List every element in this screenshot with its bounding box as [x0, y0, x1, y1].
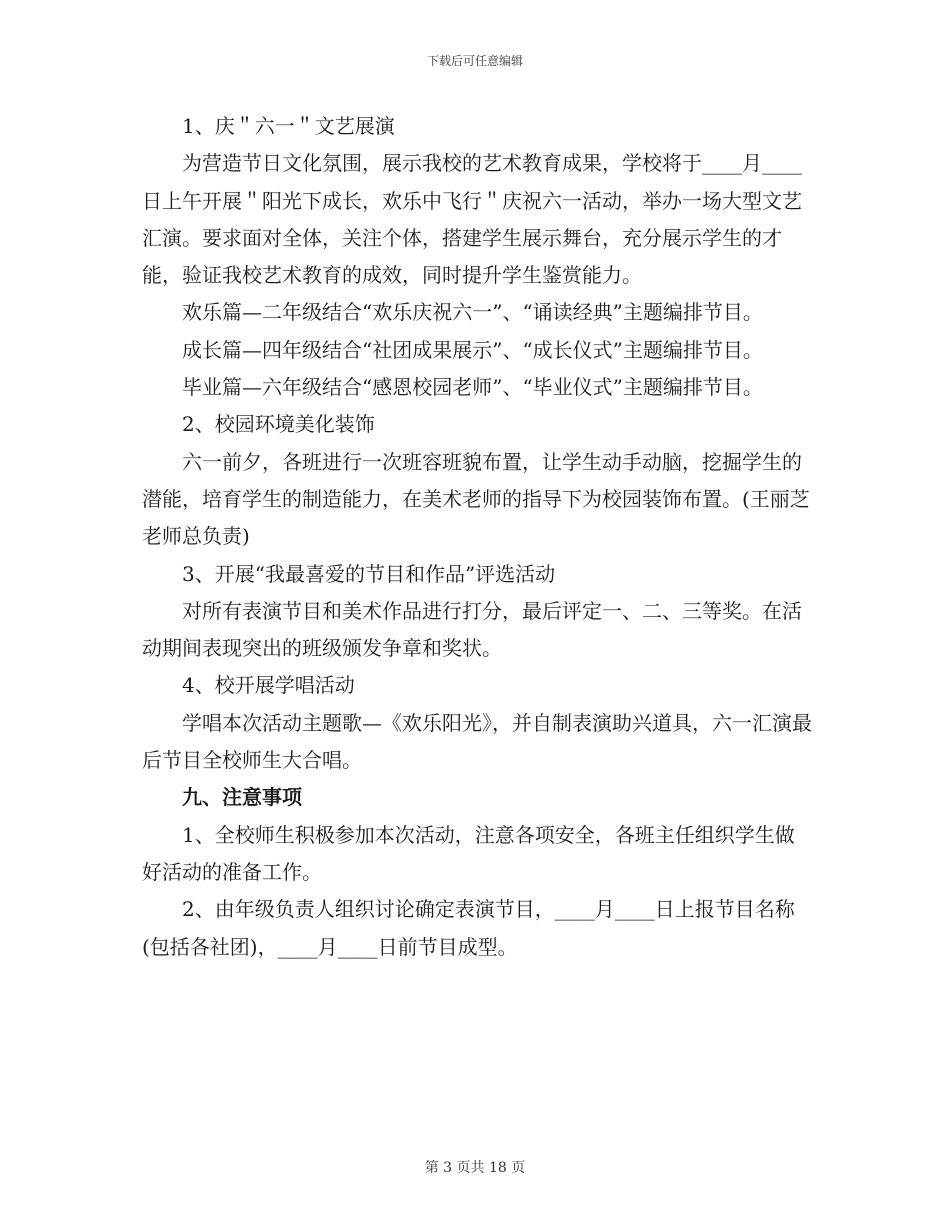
subsection-heading: 4、校开展学唱活动 — [182, 673, 355, 698]
subsection-heading: 2、校园环境美化装饰 — [182, 412, 375, 437]
paragraph: 六一前夕，各班进行一次班容班貌布置，让学生动手动脑，挖掘学生的潜能，培育学生的制造能力，在美术老师的指导下为校园装饰布置。(王丽芝老师总负责) — [142, 449, 810, 549]
document-body — [142, 108, 812, 966]
paragraph: 对所有表演节目和美术作品进行打分，最后评定一、二、三等奖。在活动期间表现突出的班级颁发争章和奖状。 — [142, 598, 802, 661]
subsection-heading: 3、开展“我最喜爱的节目和作品”评选活动 — [182, 561, 556, 586]
paragraph: 欢乐篇—二年级结合“欢乐庆祝六一”、“诵读经典”主题编排节目。 — [182, 300, 763, 325]
paragraph: 2、由年级负责人组织讨论确定表演节目，____月____日上报节目名称(包括各社团)，____月____日前节目成型。 — [142, 897, 795, 959]
page-header: 下载后可任意编辑 — [426, 54, 523, 68]
subsection-heading: 1、庆＂六一＂文艺展演 — [182, 114, 395, 138]
section-heading: 九、注意事项 — [182, 785, 302, 810]
paragraph: 学唱本次活动主题歌—《欢乐阳光》，并自制表演助兴道具，六一汇演最后节目全校师生大合唱。 — [142, 710, 812, 773]
page-footer: 第 3 页共 18 页 — [424, 1160, 526, 1176]
paragraph: 1、全校师生积极参加本次活动，注意各项安全，各班主任组织学生做好活动的准备工作。 — [142, 822, 795, 884]
paragraph: 为营造节日文化氛围，展示我校的艺术教育成果，学校将于____月____日上午开展＂阳光下成长，欢乐中飞行＂庆祝六一活动，举办一场大型文艺汇演。要求面对全体，关注个体，搭建学生展示舞台，充分展示学生的才能，验证我校艺术教育的成效，同时提升学生鉴赏能力。 — [142, 151, 802, 288]
paragraph: 毕业篇—六年级结合“感恩校园老师”、“毕业仪式”主题编排节目。 — [182, 375, 763, 400]
paragraph: 成长篇—四年级结合“社团成果展示”、“成长仪式”主题编排节目。 — [182, 337, 763, 362]
